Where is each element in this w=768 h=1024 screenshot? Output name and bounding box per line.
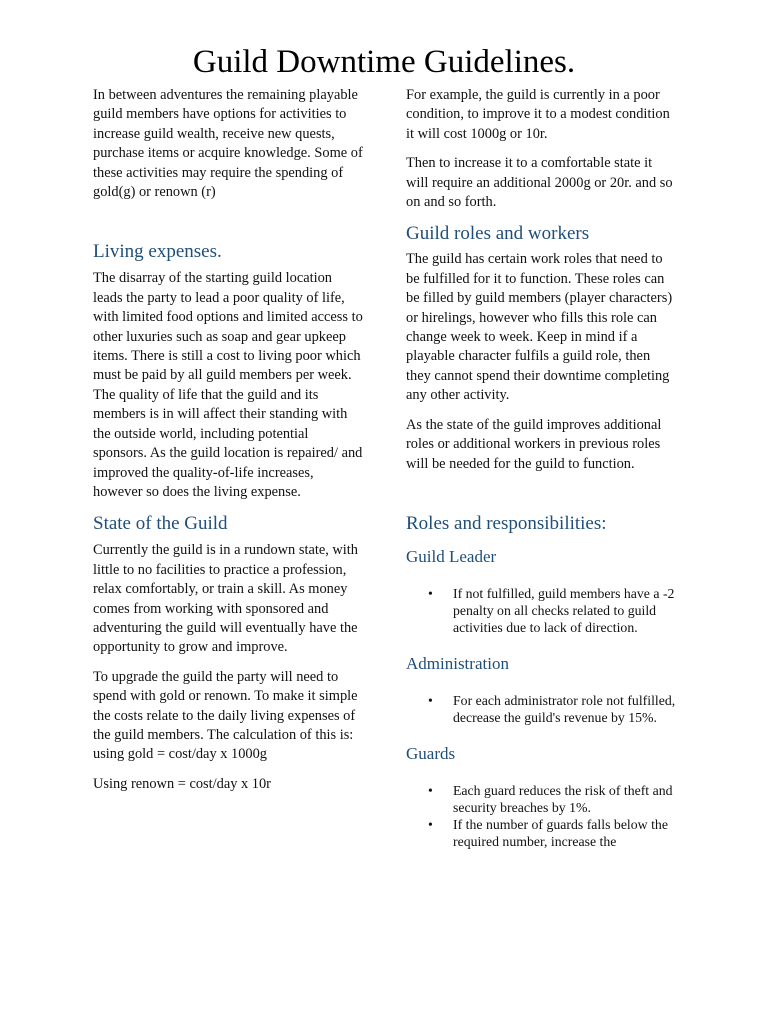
guild-leader-heading: Guild Leader xyxy=(406,546,497,566)
guild-roles-paragraph-2: As the state of the guild improves additional roles or additional workers in previous roles will be needed for the guild to function. xyxy=(406,416,662,472)
guild-roles-paragraph: The guild has certain work roles that need to be fulfilled for it to function. These roles can be filled by guild members (player characters) or hirelings, however who fills this role can change week to week. Keep in mind if a playable character fulfils a guild role, then they cannot spend their downtime completing any other activity. xyxy=(406,251,673,404)
list-item: • If not fulfilled, guild members have a -2 penalty on all checks related to guild activities due to lack of direction. xyxy=(406,585,676,636)
intro-paragraph: In between adventures the remaining playable guild members have options for activities to increase guild wealth, receive new quests, purchase items or acquire knowledge. Some of these activities may require the spending of gold(g) or renown (r) xyxy=(93,87,363,201)
guild-roles-heading: Guild roles and workers xyxy=(406,223,590,245)
roles-responsibilities-heading: Roles and responsibilities: xyxy=(406,512,607,534)
page-title: Guild Downtime Guidelines. xyxy=(192,44,576,80)
administration-list xyxy=(406,692,676,726)
example-paragraph: For example, the guild is currently in a poor condition, to improve it to a modest condition it will cost 1000g or 10r. xyxy=(406,87,670,142)
right-column xyxy=(406,86,676,850)
administration-heading: Administration xyxy=(406,653,509,673)
formula-renown: Using renown = cost/day x 10r xyxy=(93,775,271,792)
formula-gold: using gold = cost/day x 1000g xyxy=(93,746,268,763)
list-item: • If the number of guards falls below the required number, increase the xyxy=(406,816,676,850)
list-item: • For each administrator role not fulfilled, decrease the guild's revenue by 15%. xyxy=(406,692,676,726)
living-expenses-paragraph: The disarray of the starting guild location leads the party to lead a poor quality of life, with limited food options and limited access to other luxuries such as soap and gear upkeep items. There is still a cost to living poor which must be paid by all guild members per week. The quality of life that the guild and its members is in will affect their standing with the outside world, including potential sponsors. As the guild location is repaired/ and improved the quality-of-life increases, however so does the living expense. xyxy=(93,270,363,500)
state-of-guild-heading: State of the Guild xyxy=(93,513,228,535)
living-expenses-heading: Living expenses. xyxy=(93,241,222,263)
list-item: • Each guard reduces the risk of theft and security breaches by 1%. xyxy=(406,782,676,816)
guild-leader-list xyxy=(406,585,676,636)
state-of-guild-paragraph: Currently the guild is in a rundown state, with little to no facilities to practice a profession, relax comfortably, or train a skill. As money comes from working with sponsored and adventuring the guild will eventually have the opportunity to grow and improve. xyxy=(93,542,358,656)
then-paragraph: Then to increase it to a comfortable state it will require an additional 2000g or 20r. and so on and so forth. xyxy=(406,155,673,211)
guards-list xyxy=(406,782,676,850)
guards-heading: Guards xyxy=(406,743,456,763)
upgrade-paragraph: To upgrade the guild the party will need to spend with gold or renown. To make it simple the costs relate to the daily living expenses of the guild members. The calculation of this is: xyxy=(93,668,358,743)
left-column xyxy=(93,86,365,804)
